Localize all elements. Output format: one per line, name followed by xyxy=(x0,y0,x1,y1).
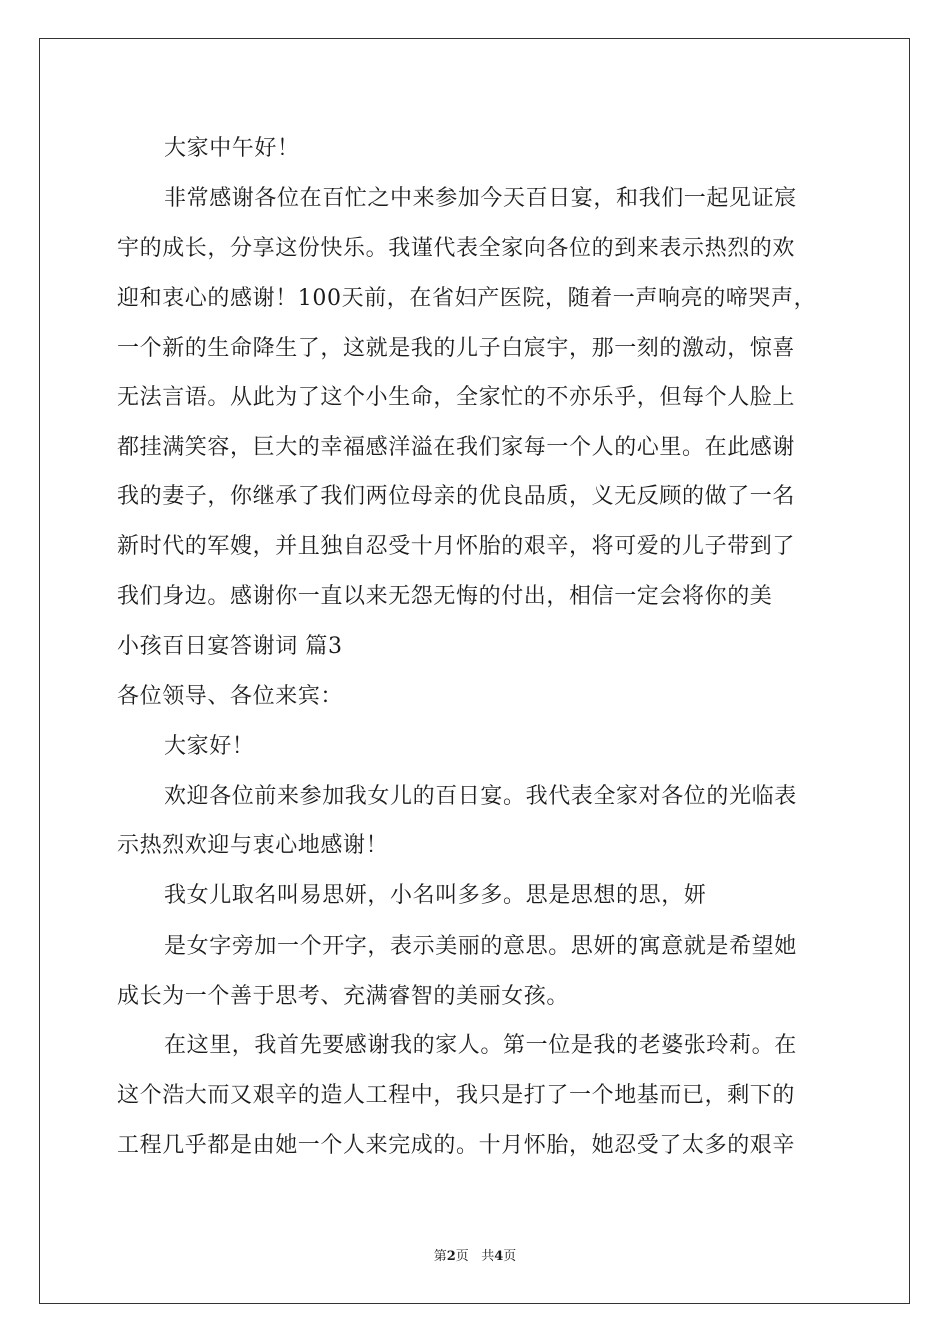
footer-total-suffix: 页 xyxy=(503,1249,517,1264)
text-line: 宇的成长，分享这份快乐。我谨代表全家向各位的到来表示热烈的欢 xyxy=(117,236,796,261)
text-line: 迎和衷心的感谢！100天前，在省妇产医院，随着一声响亮的啼哭声， xyxy=(117,286,817,311)
page-border xyxy=(39,38,910,1304)
section-heading: 小孩百日宴答谢词 篇3 xyxy=(117,634,343,659)
footer-total-pages: 4 xyxy=(494,1249,504,1264)
footer-page-number: 2 xyxy=(446,1249,456,1264)
page-footer xyxy=(0,1248,950,1266)
text-line: 大家中午好！ xyxy=(164,136,300,161)
text-line: 欢迎各位前来参加我女儿的百日宴。我代表全家对各位的光临表 xyxy=(164,784,797,809)
text-line: 是女字旁加一个开字，表示美丽的意思。思妍的寓意就是希望她 xyxy=(164,934,797,959)
text-line: 大家好！ xyxy=(164,734,255,759)
text-line: 无法言语。从此为了这个小生命，全家忙的不亦乐乎，但每个人脸上 xyxy=(117,385,796,410)
text-line: 示热烈欢迎与衷心地感谢！ xyxy=(117,833,389,858)
text-line: 我女儿取名叫易思妍，小名叫多多。思是思想的思，妍 xyxy=(164,883,707,908)
text-line: 在这里，我首先要感谢我的家人。第一位是我的老婆张玲莉。在 xyxy=(164,1033,797,1058)
text-line: 我的妻子，你继承了我们两位母亲的优良品质，义无反顾的做了一名 xyxy=(117,484,796,509)
salutation: 各位领导、各位来宾： xyxy=(117,684,344,709)
footer-page-suffix: 页 xyxy=(455,1249,469,1264)
footer-prefix: 第 xyxy=(433,1249,447,1264)
text-line: 成长为一个善于思考、充满睿智的美丽女孩。 xyxy=(117,984,570,1009)
text-line: 都挂满笑容，巨大的幸福感洋溢在我们家每一个人的心里。在此感谢 xyxy=(117,435,796,460)
text-line: 新时代的军嫂，并且独自忍受十月怀胎的艰辛，将可爱的儿子带到了 xyxy=(117,534,796,559)
text-line: 工程几乎都是由她一个人来完成的。十月怀胎，她忍受了太多的艰辛 xyxy=(117,1133,796,1158)
text-line: 我们身边。感谢你一直以来无怨无悔的付出，相信一定会将你的美 xyxy=(117,584,773,609)
text-line: 一个新的生命降生了，这就是我的儿子白宸宇，那一刻的激动，惊喜 xyxy=(117,336,796,361)
text-line: 这个浩大而又艰辛的造人工程中，我只是打了一个地基而已，剩下的 xyxy=(117,1083,796,1108)
text-line: 非常感谢各位在百忙之中来参加今天百日宴，和我们一起见证宸 xyxy=(164,186,797,211)
footer-total-prefix: 共 xyxy=(481,1249,495,1264)
